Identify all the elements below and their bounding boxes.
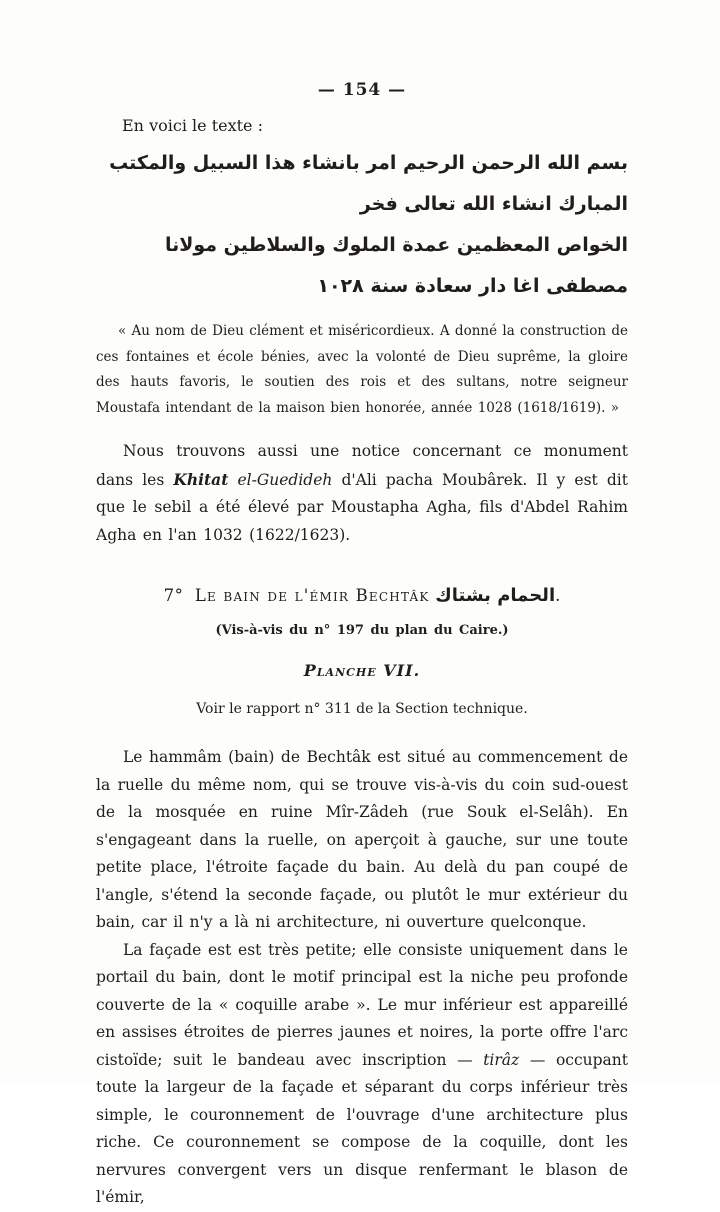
plate-reference: Planche VII. bbox=[303, 661, 421, 680]
section-number: 7° bbox=[163, 586, 184, 605]
location-note: (Vis-à-vis du n° 197 du plan du Caire.) bbox=[215, 623, 509, 638]
arabic-inscription bbox=[96, 143, 628, 307]
body-paragraph-2-pre: La façade est est très petite; elle consiste uniquement dans le portail du bain, dont le motif principal est la niche peu profonde couverte de la « coquille arabe ». Le mur inférieur est appareillé en assises étroites de pierres jaunes et noires, la porte offre l'arc cistoïde; suit le bandeau avec inscription — bbox=[96, 940, 628, 1069]
term-tiraz: tirâz bbox=[483, 1050, 520, 1069]
arabic-inscription-line-1: بسم الله الرحمن الرحيم امر بانشاء هذا السبيل والمكتب المبارك انشاء الله تعالى فخر bbox=[109, 152, 628, 215]
page-number: — 154 — bbox=[317, 80, 407, 100]
section-title-period: . bbox=[555, 586, 561, 605]
report-reference: Voir le rapport n° 311 de la Section technique. bbox=[196, 701, 528, 717]
intro-line: En voici le texte : bbox=[122, 116, 263, 135]
body-paragraph-2 bbox=[96, 937, 628, 1212]
notice-text-post: d'Ali pacha Moubârek. Il y est dit que le sebil a été élevé par Moustapha Agha, fils d'Abdel Rahim Agha en l'an 1032 (1622/1623). bbox=[96, 470, 628, 544]
work-title-khitat: Khitat bbox=[173, 469, 229, 489]
section-title-arabic: الحمام بشتاك bbox=[435, 585, 556, 606]
body-paragraph-1: Le hammâm (bain) de Bechtâk est situé au commencement de la ruelle du même nom, qui se trouve vis-à-vis du coin sud-ouest de la mosquée en ruine Mîr-Zâdeh (rue Souk el-Selâh). En s'engageant dans la ruelle, on aperçoit à gauche, sur une toute petite place, l'étroite façade du bain. Au delà du pan coupé de l'angle, s'étend la seconde façade, ou plutôt le mur extérieur du bain, car il n'y a là ni architecture, ni ouverture quelconque. bbox=[96, 748, 628, 931]
arabic-inscription-line-2: الخواص المعظمين عمدة الملوك والسلاطين مولانا مصطفى اغا دار سعادة سنة ١٠٢٨ bbox=[164, 234, 628, 297]
body-paragraph-2-post: — occupant toute la largeur de la façade et séparant du corps inférieur très simple, le couronnement de l'ouvrage d'une architecture plus riche. Ce couronnement se compose de la coquille, dont les nervures convergent vers un disque renfermant le blason de l'émir, bbox=[96, 1050, 628, 1206]
work-title-el-guedideh: el-Guedideh bbox=[228, 470, 333, 489]
section-heading bbox=[96, 585, 628, 606]
notice-text-pre: Nous trouvons aussi une notice concernant ce monument dans les bbox=[96, 442, 628, 489]
translation-quote: « Au nom de Dieu clément et miséricordieux. A donné la construction de ces fontaines et école bénies, avec la volonté de Dieu suprême, la gloire des hauts favoris, le soutien des rois et des sultans, notre seigneur Moustafa intendant de la maison bien honorée, année 1028 (1618/1619). » bbox=[96, 323, 628, 416]
section-title: Le bain de l'émir Bechtâk bbox=[194, 586, 430, 605]
notice-paragraph bbox=[96, 438, 628, 549]
